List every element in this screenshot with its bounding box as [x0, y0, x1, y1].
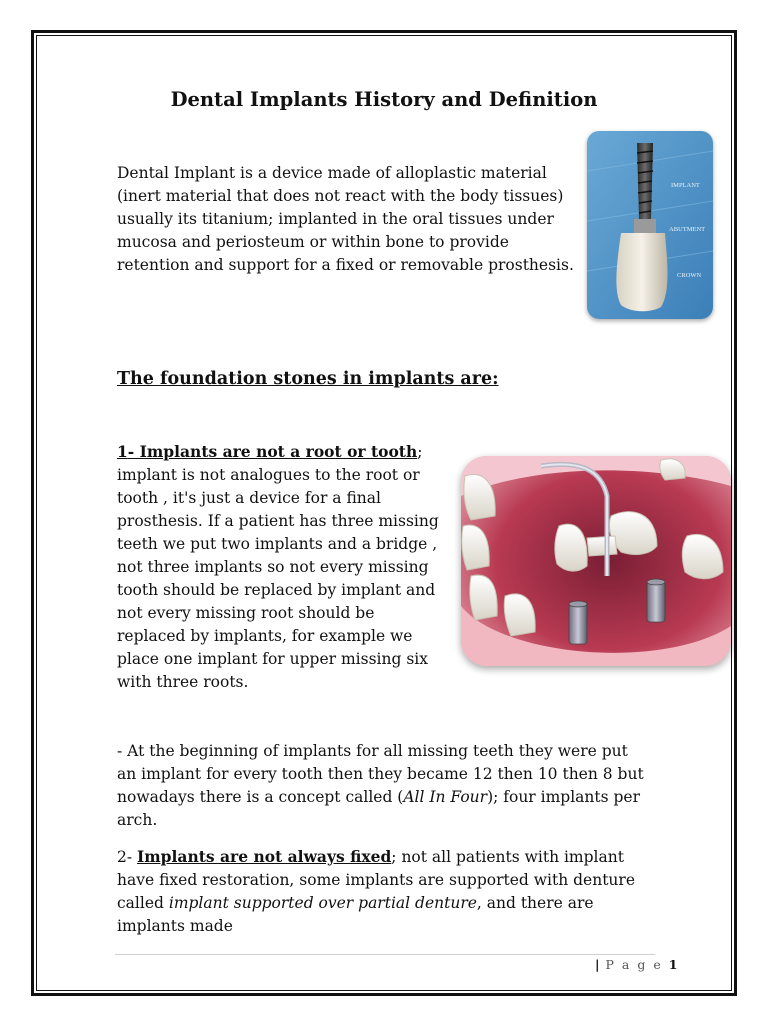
point-1-paragraph	[117, 440, 447, 694]
foundation-heading: The foundation stones in implants are:	[117, 369, 499, 389]
point-2-paragraph	[117, 845, 657, 938]
all-in-four-before: - At the beginning of implants for all missing teeth they were put an implant for every tooth then they became 12 then 10 then 8 but nowadays there is a concept called (	[117, 742, 644, 806]
label-abutment: ABUTMENT	[669, 226, 706, 233]
implant-diagram-image	[587, 131, 713, 319]
definition-paragraph	[117, 162, 577, 277]
footer-divider	[115, 954, 655, 955]
point-1-title: - Implants are not a root or tooth	[127, 442, 418, 461]
implant-bridge-image	[461, 456, 731, 666]
point-2-body: ; not all patients with implant have fixed restoration, some implants are supported with denture called	[117, 848, 635, 912]
point-2-title: Implants are not always fixed	[137, 847, 392, 866]
point-2-after: , and there are implants made	[117, 894, 594, 935]
definition-text: is a device made of alloplastic material (inert material that does not react with the body tissues) usually its titanium; implanted in the oral tissues under mucosa and periosteum or within bone to provide retention and support for a fixed or removable prosthesis.	[117, 164, 574, 274]
definition-term: Dental Implant	[117, 164, 236, 182]
point-1-number: 1	[117, 442, 128, 461]
page-footer	[595, 957, 677, 972]
point-2-number: 2-	[117, 848, 138, 866]
point-2-italic-term: implant supported over partial denture	[168, 894, 477, 912]
page-title: Dental Implants History and Definition	[170, 88, 598, 111]
label-crown: CROWN	[677, 272, 702, 279]
all-in-four-term: All In Four	[403, 788, 488, 806]
footer-page-number: 1	[668, 957, 678, 972]
point-1-body: ; implant is not analogues to the root or tooth , it's just a device for a final prosthesis. If a patient has three missing teeth we put two implants and a bridge , not three implants so not every missing tooth should be replaced by implant and not every missing root should be replaced by implants, for example we place one implant for upper missing six with three roots.	[117, 443, 439, 691]
label-implant: IMPLANT	[671, 182, 700, 189]
footer-page-word: P a g e	[599, 957, 669, 972]
footer-pipe: |	[595, 957, 600, 972]
all-in-four-after: ); four implants per arch.	[117, 788, 641, 829]
all-in-four-paragraph	[117, 740, 647, 832]
